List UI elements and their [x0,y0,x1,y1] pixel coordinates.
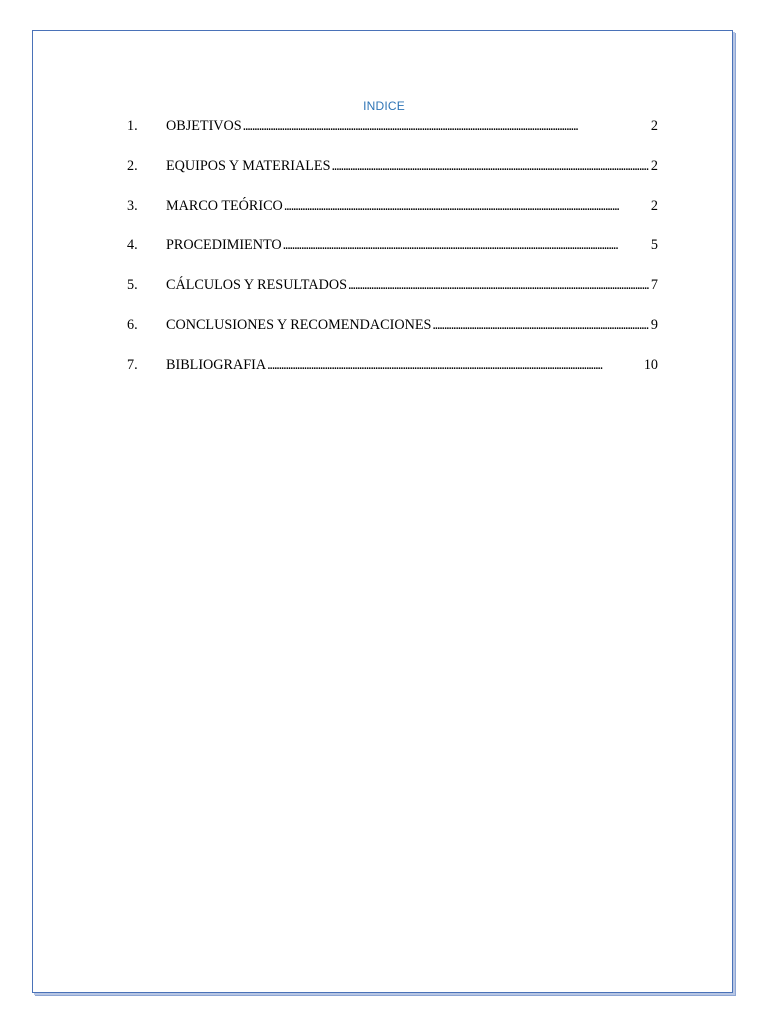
toc-entry-label: MARCO TEÓRICO [166,197,283,214]
toc-entry-calculos-y-resultados[interactable] [127,275,658,295]
table-of-contents [127,116,658,395]
toc-entry-number: 6. [127,316,138,333]
toc-entry-page: 7 [650,277,658,294]
toc-dot-leader [243,116,649,136]
toc-entry-conclusiones-y-recomendaciones[interactable] [127,315,658,335]
toc-dot-leader [348,275,649,295]
toc-title: INDICE [363,99,405,113]
toc-entry-label: CÁLCULOS Y RESULTADOS [166,277,347,294]
toc-entry-page: 2 [650,197,658,214]
toc-entry-procedimiento[interactable] [127,235,658,255]
toc-entry-page: 2 [650,157,658,174]
toc-entry-label: BIBLIOGRAFIA [166,356,267,373]
toc-entry-objetivos[interactable] [127,116,658,136]
toc-entry-page: 9 [650,316,658,333]
toc-dot-leader [284,196,649,216]
toc-entry-page: 5 [650,237,658,254]
toc-entry-equipos-y-materiales[interactable] [127,156,658,176]
toc-entry-number: 7. [127,356,138,373]
toc-entry-number: 3. [127,197,138,214]
toc-dot-leader [283,235,649,255]
toc-entry-number: 2. [127,157,138,174]
toc-entry-page: 10 [643,356,658,373]
toc-dot-leader [267,355,642,375]
toc-entry-number: 1. [127,118,138,134]
toc-dot-leader [432,315,649,335]
toc-entry-label: CONCLUSIONES Y RECOMENDACIONES [166,316,432,333]
toc-entry-label: OBJETIVOS [166,118,242,134]
toc-entry-label: PROCEDIMIENTO [166,237,282,254]
toc-entry-number: 5. [127,277,138,294]
toc-entry-label: EQUIPOS Y MATERIALES [166,157,331,174]
toc-entry-marco-teorico[interactable] [127,196,658,216]
toc-entry-bibliografia[interactable] [127,355,658,375]
toc-entry-number: 4. [127,237,138,254]
toc-entry-page: 2 [650,118,658,134]
toc-dot-leader [331,156,648,176]
